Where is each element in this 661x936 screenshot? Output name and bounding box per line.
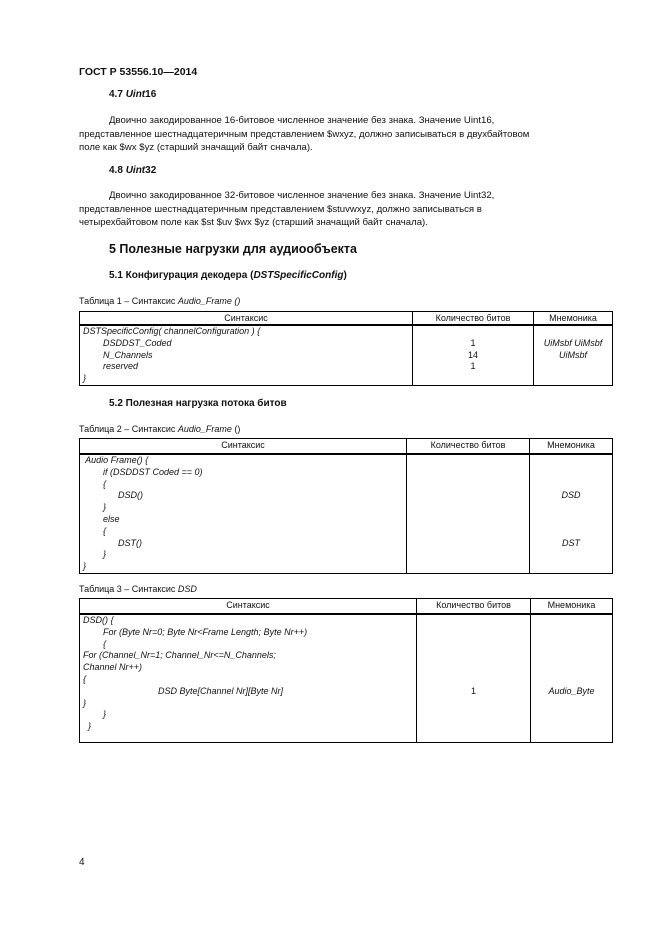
syntax-cell <box>80 325 413 385</box>
bits-cell <box>413 325 534 385</box>
table-2 <box>79 438 613 574</box>
paragraph-line: представленное шестнадцатеричным представлением $wxyz, должно записываться в двухбайтовом <box>79 128 530 140</box>
code-line: { <box>83 673 87 684</box>
bits-cell <box>417 614 531 742</box>
code-line: DSD() <box>83 490 144 501</box>
code-line: } <box>83 697 87 708</box>
code-line: { <box>83 525 107 536</box>
section-4-8-title <box>109 165 156 176</box>
bits-value: 1 <box>470 685 476 696</box>
title-suffix: ) <box>343 270 347 281</box>
table-3-caption <box>79 584 197 594</box>
section-number: 4.7 <box>109 89 126 100</box>
column-header-mnemonic: Мнемоника <box>534 312 613 326</box>
mnemonic-value: DST <box>562 537 580 548</box>
caption-prefix: Таблица 1 – Синтаксис <box>79 296 178 306</box>
code-line: { <box>83 478 107 489</box>
caption-prefix: Таблица 3 – Синтаксис <box>79 584 178 594</box>
paragraph-line: поле как $wx $yz (старший значащий байт сначала). <box>79 142 313 153</box>
code-line: DSD() { <box>83 615 114 625</box>
code-line: reserved <box>83 361 139 372</box>
code-line: Audio Frame() { <box>83 455 149 465</box>
section-5-1-title <box>109 270 347 281</box>
section-4-7-title <box>109 89 156 100</box>
code-line: } <box>83 721 92 732</box>
code-line: if (DSDDST Coded == 0) <box>83 466 203 477</box>
code-line: DSTSpecificConfig( channelConfiguration ) { <box>83 326 261 336</box>
mnemonic-cell <box>534 325 613 385</box>
mnemonic-value: Audio_Byte <box>548 685 595 696</box>
section-5-title: 5 Полезные нагрузки для аудиообъекта <box>109 242 357 256</box>
page-number: 4 <box>79 857 85 868</box>
section-4-7-body <box>79 114 613 155</box>
code-line: } <box>83 561 87 572</box>
paragraph-line: Двоично закодированное 16-битовое численное значение без знака. Значение Uint16, <box>109 115 495 126</box>
column-header-mnemonic: Мнемоника <box>531 599 613 615</box>
column-header-syntax: Синтаксис <box>80 439 407 455</box>
column-header-syntax: Синтаксис <box>80 599 417 615</box>
column-header-syntax: Синтаксис <box>80 312 413 326</box>
document-header: ГОСТ Р 53556.10—2014 <box>79 66 198 78</box>
caption-suffix: () <box>231 424 241 434</box>
table-1 <box>79 311 613 386</box>
title-prefix: 5.1 Конфигурация декодера ( <box>109 270 254 281</box>
mnemonic-value: UiMsbf <box>558 349 587 360</box>
bits-value: 1 <box>470 361 476 372</box>
table-3 <box>79 598 613 743</box>
code-line: DSDDST_Coded <box>83 337 172 348</box>
code-line: } <box>83 549 107 560</box>
paragraph-line: представленное шестнадцатеричным представлением $stuvwxyz, должно записываться в <box>79 203 482 215</box>
caption-code: DSD <box>177 584 197 594</box>
title-code: DSTSpecificConfig <box>253 270 344 281</box>
paragraph-line: четырехбайтовом поле как $st $uv $wx $yz (старший значащий байт сначала). <box>79 217 428 228</box>
code-line: } <box>83 502 107 513</box>
type-bits: 16 <box>145 89 157 100</box>
caption-prefix: Таблица 2 – Синтаксис <box>79 424 178 434</box>
code-line: } <box>83 373 87 384</box>
mnemonic-value: DSD <box>561 490 581 501</box>
mnemonic-cell <box>531 614 613 742</box>
code-line: For (Channel_Nr=1; Channel_Nr<=N_Channels; <box>83 650 276 661</box>
code-line: else <box>83 513 120 524</box>
syntax-cell <box>80 614 417 742</box>
code-line: DSD Byte[Channel Nr][Byte Nr] <box>83 685 284 696</box>
column-header-mnemonic: Мнемоника <box>530 439 613 455</box>
syntax-cell <box>80 454 407 573</box>
section-number: 4.8 <box>109 165 126 176</box>
type-name: Uint <box>125 89 146 100</box>
paragraph-line: Двоично закодированное 32-битовое численное значение без знака. Значение Uint32, <box>109 190 495 201</box>
table-1-caption <box>79 296 240 306</box>
section-5-2-title: 5.2 Полезная нагрузка потока битов <box>109 398 287 409</box>
caption-code: Audio_Frame <box>177 424 232 434</box>
code-line: } <box>83 709 107 720</box>
code-line: N_Channels <box>83 349 153 360</box>
code-line: Channel Nr++) <box>83 662 143 673</box>
caption-code: Audio_Frame () <box>177 296 241 306</box>
section-4-8-body <box>79 189 613 230</box>
type-bits: 32 <box>145 165 157 176</box>
table-2-caption <box>79 424 240 434</box>
mnemonic-value: UiMsbf UiMsbf <box>543 337 603 348</box>
code-line: { <box>83 638 107 649</box>
code-line: DST() <box>83 537 143 548</box>
column-header-bits: Количество битов <box>407 439 530 455</box>
type-name: Uint <box>125 165 146 176</box>
column-header-bits: Количество битов <box>417 599 531 615</box>
code-line: For (Byte Nr=0; Byte Nr<Frame Length; Byte Nr++) <box>83 626 308 637</box>
column-header-bits: Количество битов <box>413 312 534 326</box>
bits-value: 14 <box>467 349 478 360</box>
bits-cell <box>407 454 530 573</box>
mnemonic-cell <box>530 454 613 573</box>
bits-value: 1 <box>470 337 476 348</box>
